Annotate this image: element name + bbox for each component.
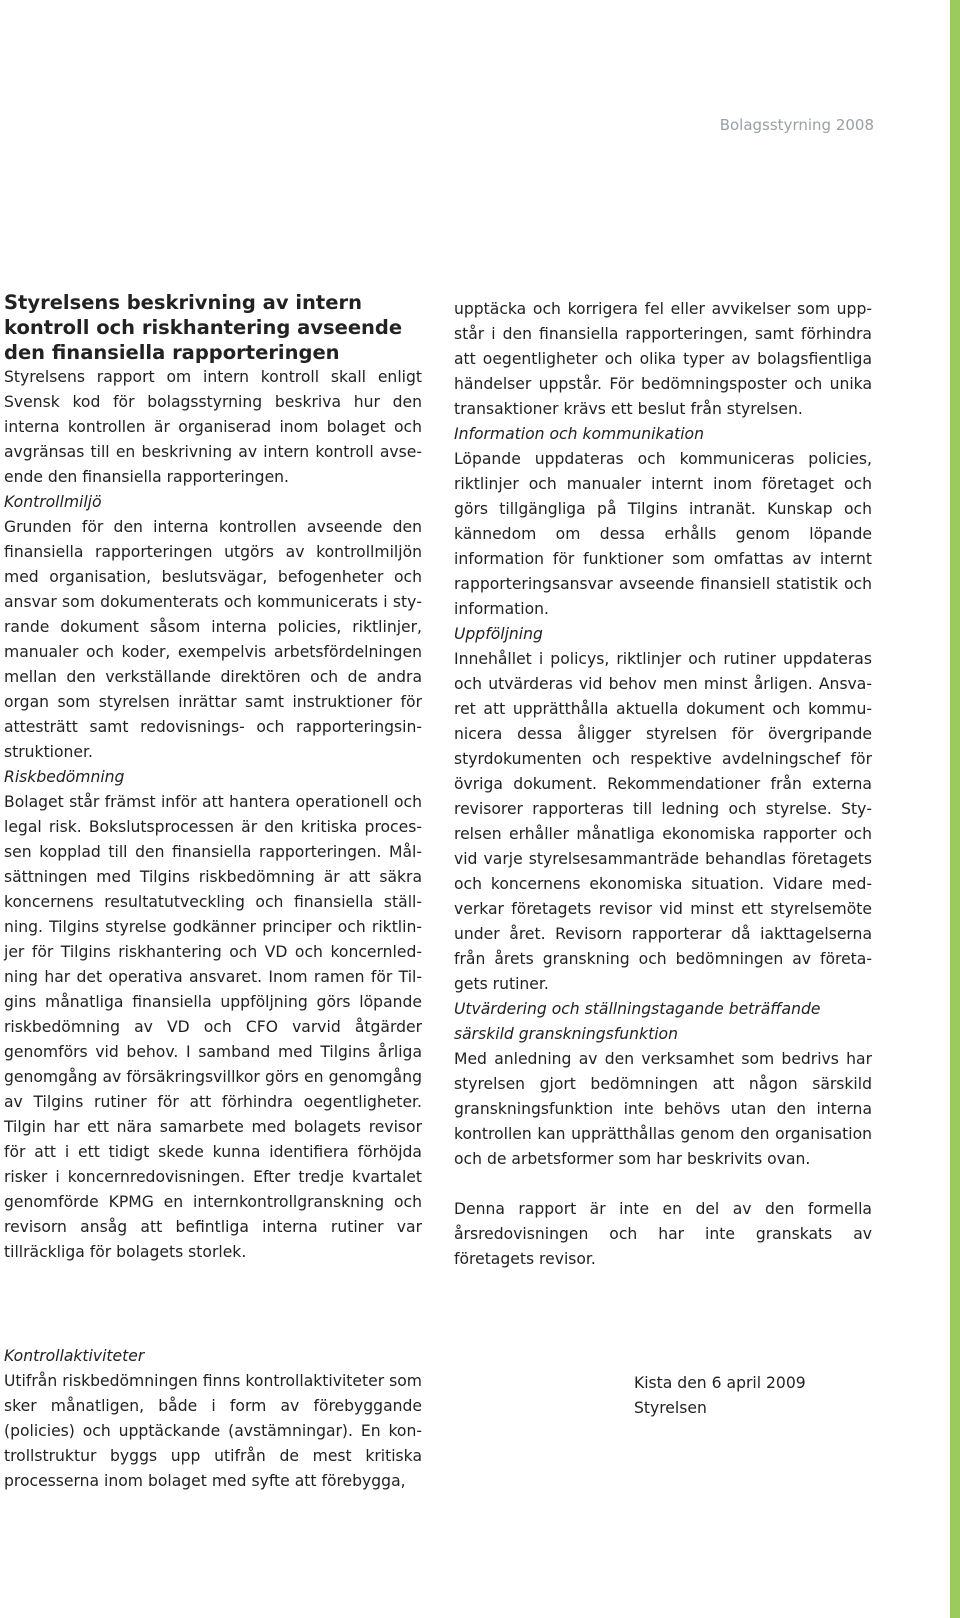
- continuation-paragraph: upptäcka och korrigera fel eller avvikelser som uppstår i den finansiella rapporteringen, samt förhindra att oegentligheter och olika typer av bolagsfientliga händelser uppstår. För bedömningsposter och unika transaktioner krävs ett beslut från styrelsen.: [454, 300, 872, 418]
- section-heading-utvardering: Utvärdering och ställningstagande beträffande särskild granskningsfunktion: [454, 1000, 821, 1043]
- section-body-kontrollmiljo: Grunden för den interna kontrollen avseende den finansiella rapporteringen utgörs av kontrollmiljön med organisation, beslutsvägar, befogenheter och ansvar som dokumenterats och kommunicerats i styrande dokument såsom interna policies, riktlinjer, manualer och koder, exempelvis arbetsfördelningen mellan den verkställande direktören och de andra organ som styrelsen inrättar samt instruktioner för attesträtt samt redovisnings- och rapporteringsinstruktioner.: [4, 518, 422, 761]
- right-column: [454, 297, 872, 1272]
- section-body-riskbedomning: Bolaget står främst inför att hantera operationell och legal risk. Bokslutsprocessen är den kritiska processen kopplad till den finansiella rapporteringen. Målsättningen med Tilgins riskbedömning är att säkra koncernens resultatutveckling och finansiella ställning. Tilgins styrelse godkänner principer och riktlinjer för Tilgins riskhantering och VD och koncernledning har det operativa ansvaret. Inom ramen för Tilgins månatliga finansiella uppföljning görs löpande riskbedömning av VD och CFO varvid åtgärder genomförs vid behov. I samband med Tilgins årliga genomgång av försäkringsvillkor görs en genomgång av Tilgins rutiner för att förhindra oegentligheter. Tilgin har ett nära samarbete med bolagets revisor för att i ett tidigt skede kunna identifiera förhöjda risker i koncernredovisningen. Efter tredje kvartalet genomförde KPMG en internkontrollgranskning och revisorn ansåg att befintliga interna rutiner var tillräckliga för bolagets storlek.: [4, 793, 422, 1261]
- section-body-utvardering: Med anledning av den verksamhet som bedrivs har styrelsen gjort bedömningen att någon särskild granskningsfunktion inte behövs utan den interna kontrollen kan upprätthållas genom den organisation och de arbetsformer som har beskrivits ovan.: [454, 1050, 872, 1168]
- signature-block: [634, 1371, 806, 1421]
- signature-place-date: Kista den 6 april 2009: [634, 1374, 806, 1392]
- document-title: Styrelsens beskrivning av intern kontroll och riskhantering avseende den finansiella rapporteringen: [4, 291, 403, 364]
- section-heading-information: Information och kommunikation: [454, 425, 704, 443]
- section-heading-kontrollmiljo: Kontrollmiljö: [4, 493, 102, 511]
- section-body-kontrollaktiviteter: Utifrån riskbedömningen finns kontrollaktiviteter som sker månatligen, både i form av förebyggande (policies) och upptäckande (avstämningar). En kontrollstruktur byggs upp utifrån de mest kritiska processerna inom bolaget med syfte att förebygga,: [4, 1372, 422, 1490]
- closing-paragraph: Denna rapport är inte en del av den formella årsredovisningen och har inte granskats av företagets revisor.: [454, 1200, 872, 1268]
- section-heading-riskbedomning: Riskbedömning: [4, 768, 125, 786]
- section-heading-kontrollaktiviteter: Kontrollaktiviteter: [4, 1347, 145, 1365]
- accent-bar: [950, 0, 960, 1618]
- signature-signer: Styrelsen: [634, 1399, 707, 1417]
- section-body-uppfoljning: Innehållet i policys, riktlinjer och rutiner uppdateras och utvärderas vid behov men minst årligen. Ansvaret att upprätthålla aktuella dokument och kommunicera dessa åligger styrelsen för övergripande styrdokumenten och respektive avdelningschef för övriga dokument. Rekommendationer från externa revisorer rapporteras till ledning och styrelse. Styrelsen erhåller månatliga ekonomiska rapporter och vid varje styrelsesammanträde behandlas företagets och koncernens ekonomiska situation. Vidare medverkar företagets revisor vid minst ett styrelsemöte under året. Revisorn rapporterar då iakttagelserna från årets granskning och bedömningen av företagets rutiner.: [454, 650, 872, 993]
- page-header: Bolagsstyrning 2008: [719, 116, 874, 134]
- section-body-information: Löpande uppdateras och kommuniceras policies, riktlinjer och manualer internt inom företaget och görs tillgängliga på Tilgins intranät. Kunskap och kännedom om dessa erhålls genom löpande information för funktioner som omfattas av internt rapporteringsansvar avseende finansiell statistik och information.: [454, 450, 872, 618]
- section-heading-uppfoljning: Uppföljning: [454, 625, 543, 643]
- bottom-left-column: [4, 1344, 422, 1494]
- intro-paragraph: Styrelsens rapport om intern kontroll skall enligt Svensk kod för bolagsstyrning beskriva hur den interna kontrollen är organiserad inom bolaget och avgränsas till en beskrivning av intern kontroll avseende den finansiella rapporteringen.: [4, 368, 422, 486]
- left-column: [4, 290, 422, 1265]
